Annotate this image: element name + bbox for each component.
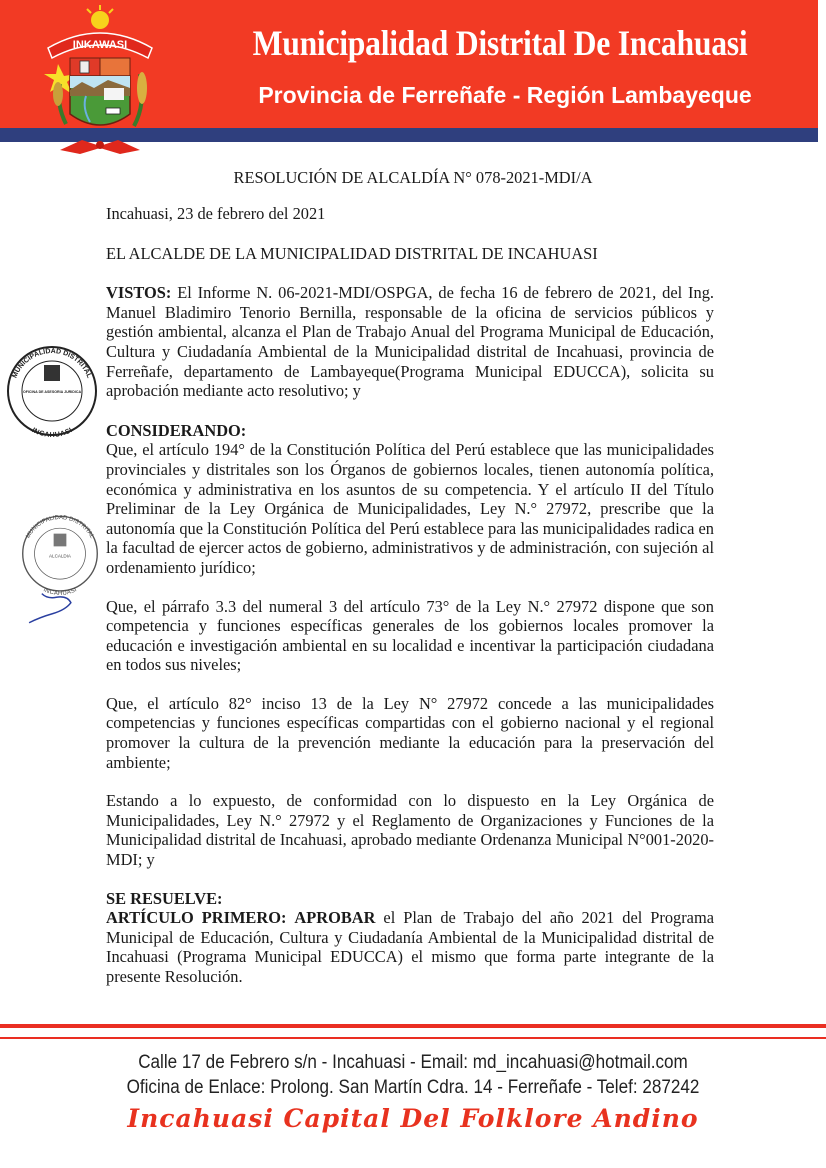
considerando-paragraph: Que, el artículo 194° de la Constitución Política del Perú establece que las municipalidades provinciales y distritales son los Órganos de gobiernos locales, tienen autonomía política, económica y administrativa en los asuntos de su competencia. Y el artículo II del Título Preliminar de la Ley Orgánica de Municipalidades, Ley N.° 27972, prescribe que la autonomía que la Constitución Política del Perú establece para las municipalidades radica en la facultad de ejercer actos de gobierno, administrativos y de administración, con sujeción al ordenamiento jurídico; [106,440,714,577]
vistos-label: VISTOS: [106,283,172,303]
sun-icon [87,5,113,29]
stamp-outer-text: MUNICIPALIDAD DISTRITAL [11,347,93,380]
svg-text:INCAHUASI [30,427,73,437]
considerando-paragraph: Que, el artículo 82° inciso 13 de la Ley N° 27972 concede a las municipalidades competencias y funciones específicas compartidas con el gobierno nacional y el regional promover la cultura de la prevención mediante la educación para la preservación del ambiente; [106,693,714,772]
stamp-bottom-text: INCAHUASI [42,587,78,598]
resolution-title: RESOLUCIÓN DE ALCALDÍA N° 078-2021-MDI/A [233,168,593,187]
coat-of-arms-logo [20,4,180,162]
municipality-title: Municipalidad Distrital De Incahuasi [252,23,748,63]
shield-emblem-icon [54,534,67,547]
considerando-paragraph: Que, el párrafo 3.3 del numeral 3 del artículo 73° de la Ley N.° 27972 dispone que son competencia y funciones específicas generales de los gobiernos locales promover la educación e investigación ambiental en su localidad e incentivar la participación ciudadana en todos sus niveles; [106,596,714,675]
considerando-section [106,421,714,578]
document-body [106,204,714,987]
footer-address: Calle 17 de Febrero s/n - Incahuasi - Email: md_incahuasi@hotmail.com [138,1052,688,1073]
resuelve-label: SE RESUELVE: [106,888,223,908]
stamp-inner-text: ALCALDIA [49,553,71,559]
considerando-paragraph: Estando a lo expuesto, de conformidad con lo dispuesto en la Ley Orgánica de Municipalidades, Ley N.° 27972 y el Reglamento de Organizaciones y Funciones de la Municipalidad distrital de Incahuasi, aprobado mediante Ordenanza Municipal N°001-2020-MDI; y [106,791,714,870]
vistos-paragraph [106,283,714,401]
footer-rule-thin [0,1037,826,1039]
stamp-inner-text: OFICINA DE ASESORIA JURIDICA [22,390,82,394]
vistos-text: El Informe N. 06-2021-MDI/OSPGA, de fecha 16 de febrero de 2021, del Ing. Manuel Bladimiro Tenorio Bernilla, responsable de la oficina de servicios públicos y gestión ambiental, alcanza el Plan de Trabajo Anual del Programa Municipal de Educación, Cultura y Ciudadanía Ambiental de la Municipalidad distrital de Incahuasi, provincia de Ferreñafe, departamento de Lambayeque(Programa Municipal EDUCCA), solicita su aprobación mediante acto resolutivo; y [106,283,714,401]
document-date: Incahuasi, 23 de febrero del 2021 [106,204,326,223]
resuelve-section [106,889,714,987]
article-verb: APROBAR [294,908,376,928]
considerando-label: CONSIDERANDO: [106,420,247,440]
footer-slogan: Incahuasi Capital Del Folklore Andino [127,1104,699,1133]
shield-emblem-icon [44,365,60,381]
logo-banner-text: INKAWASI [72,39,128,51]
stamp-bottom-text: INCAHUASI [30,426,74,437]
article-text: el Plan de Trabajo del año 2021 del Programa Municipal de Educación, Cultura y Ciudadanía Ambiental de la Municipalidad distrital de Incahuasi (Programa Municipal EDUCCA) el mismo que forma parte integrante de la presente Resolución. [106,908,714,986]
footer-rule-thick [0,1024,826,1028]
article-primero [106,908,714,986]
svg-text:INCAHUASI [42,587,78,597]
mayor-office-stamp [20,510,100,630]
document-issuer: EL ALCALDE DE LA MUNICIPALIDAD DISTRITAL DE INCAHUASI [106,243,598,263]
footer-liaison-office: Oficina de Enlace: Prolong. San Martín Cdra. 14 - Ferreñafe - Telef: 287242 [126,1077,700,1098]
municipality-subtitle: Provincia de Ferreñafe - Región Lambayeque [258,82,752,108]
stamp-outer-text: MUNICIPALIDAD DISTRITAL [25,515,95,540]
signature-mark [29,594,71,623]
article-label: ARTÍCULO PRIMERO: [106,908,287,928]
legal-office-stamp [6,345,98,437]
